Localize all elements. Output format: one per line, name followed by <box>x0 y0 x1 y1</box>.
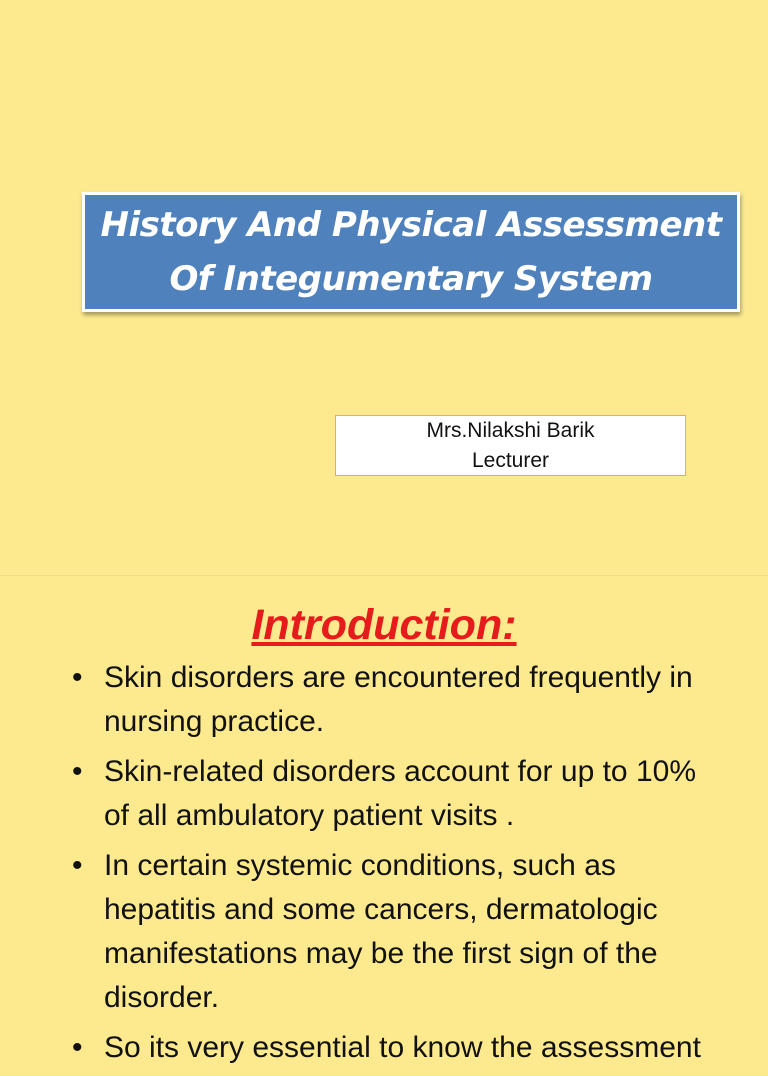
author-box <box>335 415 686 476</box>
bullet-dot-icon: • <box>72 661 83 694</box>
author-role: Lecturer <box>471 448 550 472</box>
bullet-text: In certain systemic conditions, such as hepatitis and some cancers, dermatologic manifestations may be the first sign of the disorder. <box>104 849 658 1014</box>
bullet-dot-icon: • <box>72 849 83 882</box>
bullet-text: So its very essential to know the assessment <box>104 1031 701 1064</box>
bullet-dot-icon: • <box>72 755 83 788</box>
title-box <box>82 192 740 312</box>
introduction-slide <box>0 576 768 1064</box>
author-name: Mrs.Nilakshi Barik <box>426 418 595 442</box>
bullet-list <box>72 656 712 1076</box>
bullet-item <box>72 750 712 838</box>
bullet-item <box>72 844 712 1020</box>
bullet-item <box>72 1026 712 1070</box>
title-line-1: History And Physical Assessment <box>100 205 722 245</box>
bullet-text: Skin disorders are encountered frequently in nursing practice. <box>104 661 693 738</box>
title-line-2: Of Integumentary System <box>169 259 653 299</box>
bullet-text: Skin-related disorders account for up to 10% of all ambulatory patient visits . <box>104 755 696 832</box>
slide-heading: Introduction: <box>251 601 517 649</box>
bullet-item <box>72 656 712 744</box>
bullet-dot-icon: • <box>72 1031 83 1064</box>
